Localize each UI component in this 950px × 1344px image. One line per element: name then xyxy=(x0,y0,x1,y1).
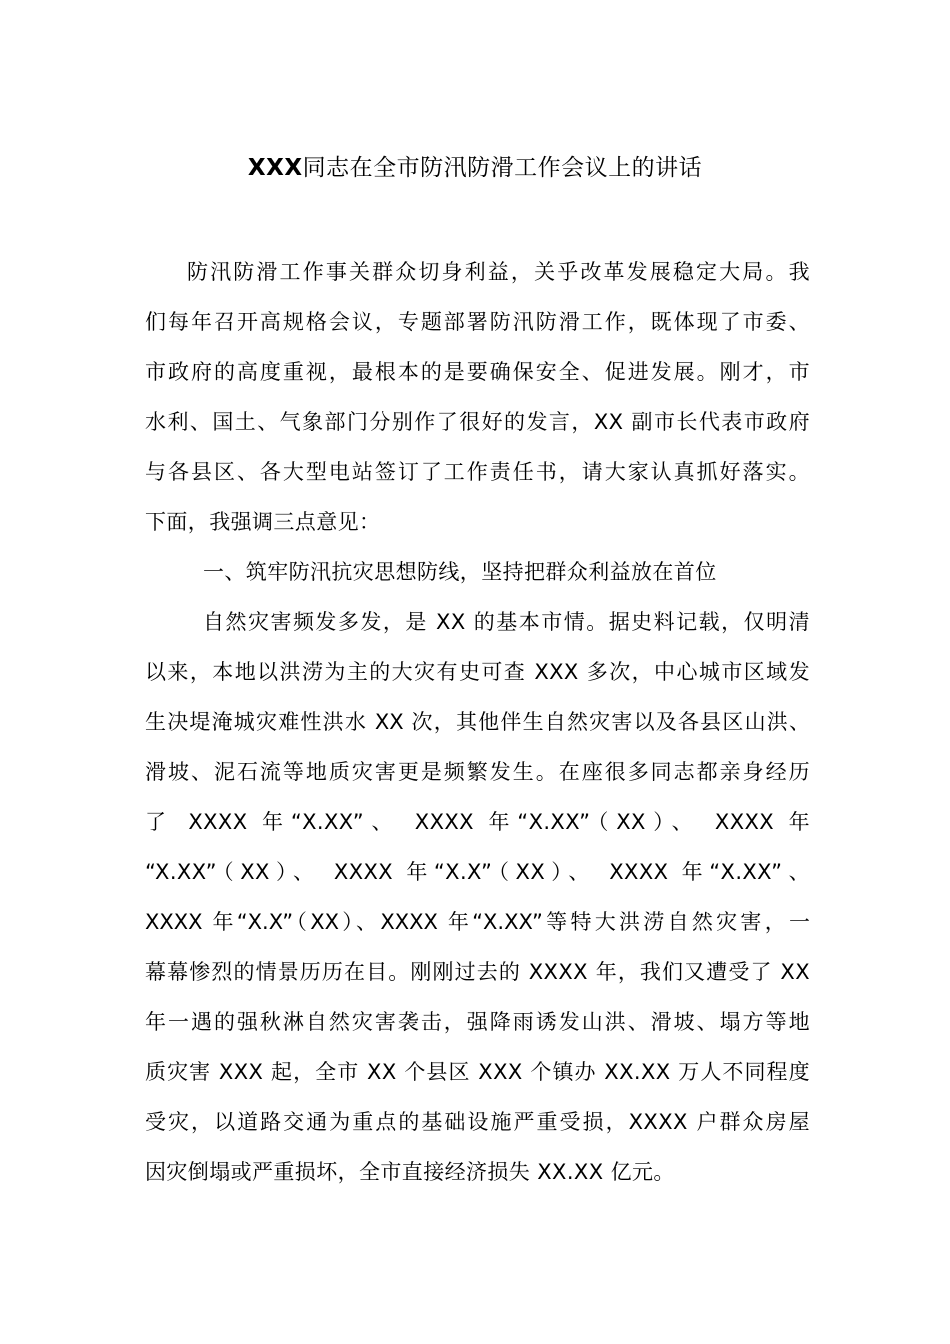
paragraph-line: 与各县区、各大型电站签订了工作责任书，请大家认真抓好落实。 xyxy=(145,460,810,484)
paragraph-line: XXXX 年“X.X”（XX）、XXXX 年“X.XX”等特大洪涝自然灾害，一 xyxy=(145,910,810,934)
body-text xyxy=(145,252,810,1202)
paragraph-line: 们每年召开高规格会议，专题部署防汛防滑工作，既体现了市委、 xyxy=(145,310,810,334)
title-text: 同志在全市防汛防滑工作会议上的讲话 xyxy=(302,155,703,181)
paragraph-line: 水利、国土、气象部门分别作了很好的发言，XX 副市长代表市政府 xyxy=(145,410,810,434)
paragraph-line: 滑坡、泥石流等地质灾害更是频繁发生。在座很多同志都亲身经历 xyxy=(145,760,810,784)
paragraph-line: 了 XXXX 年“X.XX”、 XXXX 年“X.XX”（XX）、 XXXX 年 xyxy=(145,810,810,834)
paragraph-line: 受灾，以道路交通为重点的基础设施严重受损，XXXX 户群众房屋 xyxy=(145,1110,810,1134)
paragraph-line: 防汛防滑工作事关群众切身利益，关乎改革发展稳定大局。我 xyxy=(187,260,810,284)
paragraph-line: “X.XX”（XX）、 XXXX 年“X.X”（XX）、 XXXX 年“X.XX”、 xyxy=(145,860,810,884)
paragraph-line: 幕幕惨烈的情景历历在目。刚刚过去的 XXXX 年，我们又遭受了 XX xyxy=(145,960,810,984)
paragraph-line: 质灾害 XXX 起，全市 XX 个县区 XXX 个镇办 XX.XX 万人不同程度 xyxy=(145,1060,810,1084)
paragraph-line: 生决堤淹城灾难性洪水 XX 次，其他伴生自然灾害以及各县区山洪、 xyxy=(145,710,810,734)
paragraph-line: 因灾倒塌或严重损坏，全市直接经济损失 XX.XX 亿元。 xyxy=(145,1160,675,1184)
paragraph-line: 以来，本地以洪涝为主的大灾有史可查 XXX 多次，中心城市区域发 xyxy=(145,660,810,684)
section-heading: 一、筑牢防汛抗灾思想防线，坚持把群众利益放在首位 xyxy=(203,560,717,584)
paragraph-line: 年一遇的强秋淋自然灾害袭击，强降雨诱发山洪、滑坡、塌方等地 xyxy=(145,1010,810,1034)
paragraph-line: 市政府的高度重视，最根本的是要确保安全、促进发展。刚才，市 xyxy=(145,360,810,384)
paragraph-line: 下面，我强调三点意见： xyxy=(145,510,381,534)
title-prefix: XXX xyxy=(247,155,303,181)
paragraph-line: 自然灾害频发多发，是 XX 的基本市情。据史料记载，仅明清 xyxy=(203,610,810,634)
page-title xyxy=(0,150,950,186)
